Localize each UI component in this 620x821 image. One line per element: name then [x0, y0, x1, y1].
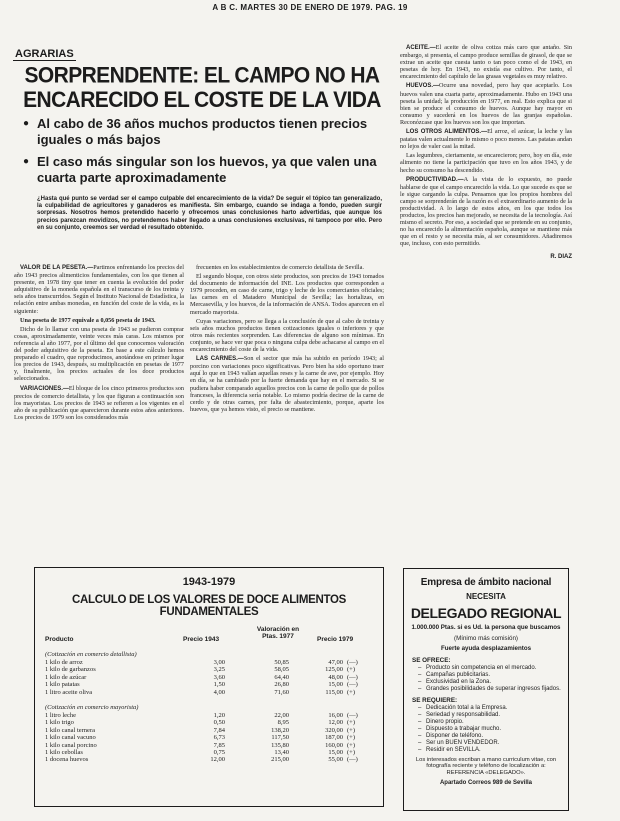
cell-product: 1 kilo patatas — [45, 681, 80, 689]
cell-product: 1 kilo canal ternera — [45, 726, 95, 734]
lead-carnes: LAS CARNES.— — [196, 356, 244, 363]
paragraph: Ocurre una novedad, pero hay que aceptarlo. Los huevos valen una cuarta parte, aproximadamente. Hubo en 1943 una peseta la unidad; la producción en 1977, en real. Esto explica que si bien se produce el consumo de huevos. Aunque hay mayor en consumo y sucederá en los huevos de las granjas españolas. Reconózcase que los huevos son los que importan. — [400, 82, 572, 126]
cell-product: 1 kilo de garbanzos — [45, 666, 96, 674]
ad-offer-item: – Campañas publicitarias. — [426, 672, 568, 679]
cell-value-1977: 135,80 — [271, 741, 289, 749]
paragraph: Son el sector que más ha subido en período 1943; al porcino con variaciones poco significativas. Pero bien ha sido oportuno traer aquí lo que en 1943 valían aquellas reses y la carne de ave, por ejemplo. Hoy en día, se ha cambiado por la fuerte demanda que hay en el mercado. Si se pudiera haber comparado aquellos precios con la carne de pollo que de pollos franceses, la diferencia sería notable. Lo mismo podría decirse de la carne de cerdo y de otras carnes, por falta de abastecimiento, porque, aparte los huevos, que ya hemos visto, el precio se mantiene. — [190, 355, 384, 413]
wholesale-rows — [35, 712, 383, 764]
ad-require-label: SE REQUIERE: — [412, 696, 458, 704]
ad-require-item: – Dedicación total a la Empresa. — [426, 705, 568, 712]
cell-change-mark: (+) — [347, 726, 355, 734]
col-header-product: Producto — [45, 636, 74, 643]
group-wholesale: (Cotización en comercio mayorista) — [45, 703, 139, 711]
table-row — [35, 727, 383, 734]
cell-price-1979: 47,00 — [328, 659, 343, 666]
cell-price-1943: 7,85 — [213, 741, 225, 749]
cell-price-1943: 6,73 — [213, 734, 225, 742]
lead-variaciones: VARIACIONES.— — [20, 385, 69, 392]
paragraph: El segundo bloque, con otros siete productos, son precios de 1943 tomados del documento de información del INE. Los productos que corresponden a 1979 proceden, en caso de carne, trigo y leche de los comerciantes oficiales; las carnes en el Matadero Municipal de Sevilla; las hortalizas, en Mercasevilla, y los huevos, de la información de ANSA. Todos aparecen en el mercado mayorista. — [190, 273, 384, 316]
cell-product: 1 kilo canal vacuno — [45, 734, 96, 742]
ad-require-item: – Disponer de teléfono. — [426, 733, 568, 740]
cell-value-1977: 138,20 — [271, 726, 289, 734]
cell-change-mark: (—) — [347, 681, 358, 689]
cell-price-1979: 160,00 — [325, 741, 343, 749]
ad-offer-item: – Exclusividad en la Zona. — [426, 679, 568, 686]
table-row — [35, 756, 383, 763]
paragraph: El arroz, el azúcar, la leche y las patatas valen actualmente lo mismo o poco menos. Las patatas andan no lejos de valer casi la mitad. — [400, 128, 573, 151]
cell-product: 1 kilo trigo — [45, 719, 74, 727]
table-row — [35, 674, 383, 681]
section-label: AGRARIAS — [15, 48, 74, 60]
lead-aceite: ACEITE.— — [406, 45, 436, 51]
note-peseta: Una peseta de 1977 equivale a 0,056 peseta de 1943. — [20, 316, 156, 324]
cell-product: 1 kilo cebollas — [45, 748, 83, 756]
cell-price-1943: 1,50 — [213, 681, 225, 689]
ad-offer-item: – Grandes posibilidades de superar ingresos fijados. — [426, 686, 568, 693]
paragraph: Dicho de lo llamar con una peseta de 1943 se pudieron comprar cosas, aproximadamente, veinte veces más caras. Los mismos por referencia al año 1977, por el último del que conocemos valoración del poder adquisitivo de la peseta. En base a este cálculo hemos preparado el cuadro, que reproducimos, anotándose en primer lugar los precios de 1943, después, su multiplicación en pesetas de 1977 y, finalmente, los precios actuales de los doce productos seleccionados. — [14, 325, 184, 383]
lead-otros-alimentos: LOS OTROS ALIMENTOS.— — [406, 129, 488, 136]
subheads — [23, 116, 383, 192]
price-table — [34, 567, 384, 807]
cell-value-1977: 26,80 — [274, 681, 289, 689]
cell-price-1943: 0,50 — [213, 719, 225, 727]
paragraph: Cuyas variaciones, pero se llega a la conclusión de que al cabo de treinta y seis años muchos productos tienen cotizaciones iguales o inferiores y que otros más recientes sorprenden. Las diferencias de alguno son mínimas. En conjunto, se hace ver que poca o ninguna culpa debe achacarse al campo en el encarecimiento del coste de la vida. — [190, 317, 384, 354]
ad-company: Empresa de ámbito nacional — [420, 577, 552, 588]
cell-change-mark: (+) — [347, 666, 355, 674]
cell-price-1979: 16,00 — [328, 711, 343, 719]
page-header: A B C. MARTES 30 DE ENERO DE 1979. PAG. 19 — [212, 3, 408, 12]
cell-change-mark: (+) — [347, 719, 355, 727]
headline: SORPRENDENTE: EL CAMPO NO HA ENCARECIDO EL COSTE DE LA VIDA — [23, 63, 381, 113]
cell-change-mark: (—) — [347, 659, 358, 666]
cell-value-1977: 117,50 — [271, 734, 289, 742]
subhead-1: ● Al cabo de 36 años muchos productos tienen precios iguales o más bajos — [23, 116, 383, 148]
col-header-1979: Precio 1979 — [317, 636, 354, 643]
table-row — [35, 712, 383, 719]
paragraph: Partimos enfrentando los precios del año 1943 precios alimenticios fundamentales, con los que tienen al presente, en 1978 tiny que tener en cuenta la evolución del poder adquisitivo de la moneda española en el transcurso de los treinta y seis años transcurridos. Según el Instituto Nacional de Estadística, la relación entre ambas monedas, en función del coste de la vida, es la siguiente: — [14, 264, 184, 315]
ad-require-item: – Ser un BUEN VENDEDOR. — [426, 740, 568, 747]
cell-price-1979: 125,00 — [325, 666, 343, 674]
cell-product: 1 litro leche — [45, 711, 77, 719]
ad-require-item: – Residir en SEVILLA. — [426, 747, 568, 754]
cell-price-1979: 320,00 — [325, 726, 343, 734]
lead-huevos: HUEVOS.— — [406, 83, 440, 90]
cell-value-1977: 71,60 — [274, 688, 289, 696]
table-row — [35, 719, 383, 726]
cell-price-1979: 48,00 — [328, 673, 343, 681]
cell-price-1943: 7,84 — [213, 726, 225, 734]
table-dates: 1943-1979 — [182, 576, 236, 588]
cell-product: 1 kilo canal porcino — [45, 741, 97, 749]
article-column-3 — [400, 44, 572, 261]
paragraph: A la vista de lo expuesto, no puede hablarse de que el campo encarecido la vida. Lo que sucede es que se le sigue cargando la culpa. Pensamos que los propios hombres del campo se sorprenderán de la razón es el extraordinario aumento de la productividad. A lo largo de estos años, en los que todos los productos, los precios han mejorado, se necesita de la tecnología. Así mismo el secreto. Por eso, a sociedad que se pretende en su conjunto, no ha encarecido la alimentación española, aunque se mantiene más que en el resto y se necesita más, al ser consumidores. Añadiremos que, incluso, con esto permitido. — [400, 175, 572, 248]
article-column-1 — [14, 264, 184, 423]
cell-value-1977: 215,00 — [271, 756, 289, 764]
cell-price-1979: 187,00 — [325, 734, 343, 742]
cell-change-mark: (+) — [347, 741, 355, 749]
cell-price-1979: 55,00 — [328, 756, 343, 764]
table-row — [35, 681, 383, 688]
cell-change-mark: (+) — [347, 688, 355, 696]
cell-product: 1 kilo de arroz — [45, 659, 83, 666]
table-row — [35, 734, 383, 741]
table-row — [35, 749, 383, 756]
group-retail: (Cotización en comercio detallista) — [45, 651, 137, 658]
author-signature: R. DIAZ — [550, 253, 572, 260]
ad-offer-item: – Producto sin competencia en el mercado. — [426, 665, 568, 672]
subhead-2: ● El caso más singular son los huevos, ya que valen una cuarta parte aproximadamente — [23, 154, 383, 186]
cell-change-mark: (—) — [347, 756, 358, 764]
ad-income: 1.000.000 Ptas. si es Ud. la persona que buscamos — [411, 624, 561, 631]
cell-product: 1 litro aceite oliva — [45, 688, 93, 696]
paragraph: Las legumbres, ciertamente, se encarecieron; pero, hoy en día, este alimento no tiene la participación que tuvo en los años 1943, y de hecho su consumo ha descendido. — [400, 152, 572, 174]
retail-rows — [35, 659, 383, 696]
ad-require-item: – Seriedad y responsabilidad. — [426, 712, 568, 719]
ad-require-item: – Dinero propio. — [426, 719, 568, 726]
article-column-2 — [190, 264, 384, 415]
table-row — [35, 666, 383, 673]
ad-travel: Fuerte ayuda desplazamientos — [440, 645, 532, 652]
cell-price-1943: 0,75 — [213, 748, 225, 756]
cell-price-1979: 15,00 — [328, 681, 343, 689]
cell-price-1943: 12,00 — [210, 756, 225, 764]
cell-change-mark: (+) — [347, 734, 355, 742]
table-header-row — [35, 626, 383, 648]
ad-minimum: (Mínimo más comisión) — [454, 634, 518, 642]
paragraph: El bloque de los cinco primeros productos son precios de comercio detallista, y los que figuran a continuación son los mayoristas. Los precios de 1943 se refieren a los vigentes en el año de su publicación que aparecieron durante estos años anteriores. Los precios de 1979 son los considerados más — [14, 384, 184, 421]
cell-value-1977: 13,40 — [274, 748, 289, 756]
intro-paragraph: ¿Hasta qué punto se verdad ser el campo culpable del encarecimiento de la vida? De seguir el tópico tan generalizado, la culpabilidad de agricultores y ganaderos es manifiesta. Sin embargo, cuando se indaga a fondo, pueden surgir sorpresas. Nosotros hemos pretendido hacerlo y ofrecemos unas conclusiones harto advertidas, que aunque los precios parezcan movidizos, no pretendemos haber llegado a unas conclusiones exclusivas, ni tampoco por ello. Pero en su conjunto, creemos ser verdad el resultado obtenido. — [37, 196, 382, 231]
cell-price-1979: 12,00 — [328, 719, 343, 727]
ad-require-item: – Dispuesto a trabajar mucho. — [426, 726, 568, 733]
cell-product: 1 docena huevos — [45, 756, 89, 764]
cell-price-1943: 4,00 — [213, 688, 225, 696]
cell-value-1977: 64,40 — [274, 673, 289, 681]
cell-value-1977: 50,85 — [274, 659, 289, 666]
ad-offer-label: SE OFRECE: — [412, 656, 451, 664]
lead-valor-peseta: VALOR DE LA PESETA.— — [20, 265, 94, 271]
cell-change-mark: (—) — [347, 673, 358, 681]
job-advertisement — [403, 568, 569, 811]
cell-price-1943: 3,00 — [213, 659, 225, 666]
cell-price-1979: 15,00 — [328, 748, 343, 756]
col-header-1977: Valoración en Ptas. 1977 — [256, 626, 300, 640]
cell-price-1943: 1,20 — [213, 711, 225, 719]
table-row — [35, 689, 383, 696]
cell-product: 1 kilo de azúcar — [45, 673, 87, 681]
ad-needs: NECESITA — [466, 592, 506, 601]
table-row — [35, 742, 383, 749]
ad-contact: Apartado Correos 989 de Sevilla — [439, 779, 533, 786]
col-header-1943: Precio 1943 — [183, 636, 220, 643]
cell-price-1979: 115,00 — [325, 688, 343, 696]
paragraph: El aceite de oliva cotiza más caro que antaño. Sin embargo, si presenta, el campo produce semillas de girasol, de que se extrae un aceite que cuesta tanto o tan poco como el de 1943, en pesetas de hoy. En 1943, no existía ese cultivo. Por tanto, el encarecimiento del capítulo de las grasas vegetales es muy relativo. — [400, 44, 572, 81]
cell-price-1943: 3,60 — [213, 673, 225, 681]
table-row — [35, 659, 383, 666]
cell-change-mark: (+) — [347, 748, 355, 756]
lead-productividad: PRODUCTIVIDAD.— — [406, 176, 464, 183]
cell-value-1977: 8,95 — [277, 719, 289, 727]
cell-value-1977: 58,05 — [274, 666, 289, 674]
cell-price-1943: 3,25 — [213, 666, 225, 674]
cell-change-mark: (—) — [347, 711, 358, 719]
table-title: CALCULO DE LOS VALORES DE DOCE ALIMENTOS FUNDAMENTALES — [71, 594, 347, 618]
cell-value-1977: 22,00 — [274, 711, 289, 719]
ad-footer: Los interesados escriban a mano curriculum vitae, con fotografía reciente y teléfono de localización a: REFERENCIA «DELEGADO». — [415, 756, 557, 777]
paragraph: frecuentes en los establecimientos de comercio detallista de Sevilla. — [196, 264, 364, 271]
ad-role: DELEGADO REGIONAL — [410, 605, 562, 621]
